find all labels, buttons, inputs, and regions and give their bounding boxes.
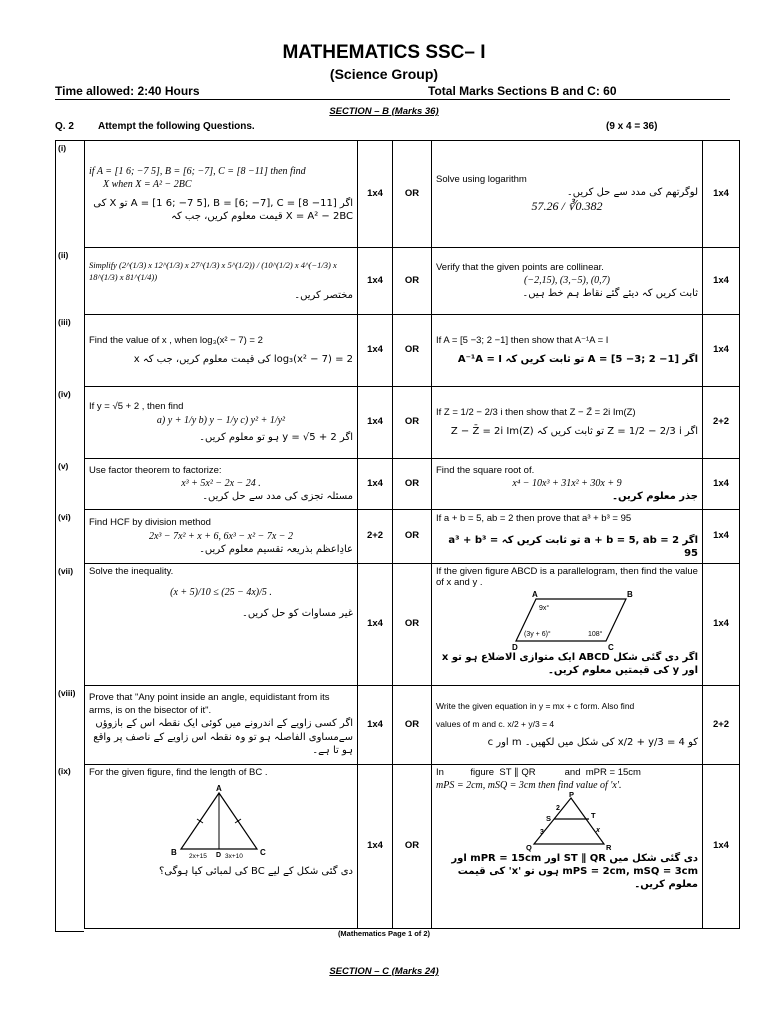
question-math: (x + 5)/10 ≤ (25 − 4x)/5 . bbox=[170, 587, 272, 599]
header-rule bbox=[55, 99, 730, 100]
row-label: (i) bbox=[58, 143, 67, 153]
or-cell: OR bbox=[393, 315, 432, 387]
question-text-urdu: غیر مساوات کو حل کریں۔ bbox=[241, 608, 353, 620]
question-text-urdu: اگر دی گئی شکل ABCD ایک متوازی الاضلاع ہو تو x bbox=[441, 651, 698, 663]
tick-mark bbox=[197, 819, 203, 823]
question-right bbox=[432, 315, 703, 387]
question-text-urdu: اگر کسی زاویے کے اندرونے میں کوئی ایک نقطہ اس کے بازوؤں سےمساوی الفاصلہ ہو تو وہ نقطہ اس زاویے کے ناصف پر واقع ہو تا ہے۔ bbox=[93, 718, 353, 757]
question-right bbox=[432, 510, 703, 564]
question-right bbox=[432, 765, 703, 929]
or-cell: OR bbox=[393, 564, 432, 686]
vertex-label: Q bbox=[526, 843, 532, 853]
vertex-label: D bbox=[512, 642, 518, 651]
question-text-urdu: مختصر کریں۔ bbox=[294, 289, 353, 301]
table-row bbox=[85, 248, 740, 315]
question-left bbox=[85, 686, 358, 765]
marks-cell: 1x4 bbox=[358, 686, 393, 765]
row-label: (v) bbox=[58, 461, 69, 471]
or-cell: OR bbox=[393, 248, 432, 315]
question-text-urdu: اگر y = √5 + 2 ہو تو معلوم کریں۔ bbox=[199, 431, 353, 443]
question-text: Find the square root of. bbox=[436, 464, 535, 476]
table-row bbox=[85, 686, 740, 765]
row-label: (viii) bbox=[58, 688, 76, 698]
section-c-heading: SECTION – C (Marks 24) bbox=[329, 966, 439, 977]
angle-label: 9x° bbox=[539, 604, 550, 612]
question-right bbox=[432, 141, 703, 248]
question-right bbox=[432, 686, 703, 765]
question-math: (−2,15), (3,−5), (0,7) bbox=[524, 275, 610, 287]
marks-cell: 1x4 bbox=[358, 387, 393, 459]
or-cell: OR bbox=[393, 765, 432, 929]
question-left bbox=[85, 248, 358, 315]
question-text: If A = [5 −3; 2 −1] then show that A⁻¹A = I bbox=[436, 334, 609, 346]
question-text: Find HCF by division method bbox=[89, 517, 211, 529]
question-text-urdu: اگر A = [1 6; −7 5], B = [6; −7], C = [8 −11] تو X کی bbox=[93, 198, 353, 209]
segment-label: x bbox=[596, 827, 600, 835]
question-text: For the given figure, find the length of BC . bbox=[89, 767, 268, 778]
vertex-label: P bbox=[569, 792, 575, 800]
marks-cell: 1x4 bbox=[358, 765, 393, 929]
vertex-label: A bbox=[216, 784, 222, 794]
page-subtitle: (Science Group) bbox=[329, 66, 439, 82]
question-text: Solve the inequality. bbox=[89, 566, 174, 577]
question-text: Simplify (2^(1/3) x 12^(1/3) x 27^(1/3) x 5^(1/2)) / (10^(1/2) x 4^(−1/3) x 18^(1/3) x 81^(1/4)) bbox=[89, 260, 337, 282]
side-label: 2x+15 bbox=[189, 853, 207, 860]
parallelogram-figure bbox=[506, 589, 646, 651]
question-text-urdu: مسئلہ تجزی کی مدد سے حل کریں۔ bbox=[202, 491, 353, 503]
table-row bbox=[85, 387, 740, 459]
question-right bbox=[432, 387, 703, 459]
marks-cell: 1x4 bbox=[703, 315, 740, 387]
table-row bbox=[85, 510, 740, 564]
vertex-label: R bbox=[606, 843, 612, 853]
row-label: (vi) bbox=[58, 512, 71, 522]
vertex-label: S bbox=[546, 814, 552, 824]
tick-mark bbox=[235, 819, 241, 823]
side-label: 3x+10 bbox=[225, 853, 243, 860]
triangle-figure bbox=[159, 783, 279, 859]
question-text-urdu: جذر معلوم کریں۔ bbox=[612, 491, 698, 503]
question-right bbox=[432, 564, 703, 686]
question-text-urdu: معلوم کریں۔ bbox=[634, 879, 698, 891]
question-text-urdu: اگر A = [5 −3; 2 −1] تو ثابت کریں کہ A⁻¹A = I bbox=[457, 354, 698, 366]
marks-cell: 1x4 bbox=[703, 459, 740, 510]
row-label: (iii) bbox=[58, 317, 71, 327]
question-text-urdu: عادِاعظم بذریعہ تقسیم معلوم کریں۔ bbox=[199, 543, 353, 555]
marks-cell: 1x4 bbox=[358, 248, 393, 315]
question-number: Q. 2 bbox=[55, 121, 74, 132]
question-text: If a + b = 5, ab = 2 then prove that a³ + b³ = 95 bbox=[436, 513, 632, 525]
marks-cell: 2+2 bbox=[703, 387, 740, 459]
segment-label: 3 bbox=[540, 829, 544, 837]
marks-cell: 1x4 bbox=[358, 459, 393, 510]
or-cell: OR bbox=[393, 141, 432, 248]
question-text: If Z = 1/2 − 2/3 i then show that Z − Z̄ = 2i Im(Z) bbox=[436, 406, 636, 418]
question-left bbox=[85, 387, 358, 459]
row-label: (ix) bbox=[58, 766, 71, 776]
page-title: MATHEMATICS SSC– I bbox=[282, 42, 486, 63]
vertex-label: A bbox=[532, 589, 538, 599]
angle-label: (3y + 6)° bbox=[524, 630, 551, 638]
question-left bbox=[85, 564, 358, 686]
vertex-label: T bbox=[591, 811, 596, 821]
row-label: (ii) bbox=[58, 250, 69, 260]
question-text: Use factor theorem to factorize: bbox=[89, 464, 222, 476]
question-text: Verify that the given points are collinear. bbox=[436, 261, 604, 273]
marks-cell: 1x4 bbox=[703, 248, 740, 315]
question-text-urdu: کو x/2 + y/3 = 4 کی شکل میں لکھیں۔ m اور c bbox=[487, 736, 698, 748]
or-cell: OR bbox=[393, 686, 432, 765]
triangle-shape bbox=[534, 798, 604, 844]
marks-cell: 1x4 bbox=[358, 141, 393, 248]
vertex-label: D bbox=[216, 852, 222, 860]
marks-cell: 2+2 bbox=[358, 510, 393, 564]
question-text-urdu: دی گئی شکل میں ST ∥ QR اور mPR = 15cm اور bbox=[451, 853, 698, 865]
question-marks: (9 x 4 = 36) bbox=[606, 121, 658, 132]
row-label: (vii) bbox=[58, 566, 74, 576]
table-row bbox=[85, 315, 740, 387]
question-math: a) y + 1/y b) y − 1/y c) y² + 1/y² bbox=[156, 414, 286, 426]
question-math: x³ + 5x² − 2x − 24 . bbox=[181, 478, 261, 490]
question-text: mPS = 2cm, mSQ = 3cm then find value of 'x'. bbox=[436, 780, 622, 792]
question-text-urdu: اگر Z = 1/2 − 2/3 i تو ثابت کریں کہ Z − Z̄ = 2i Im(Z) bbox=[450, 426, 698, 438]
table-row bbox=[85, 459, 740, 510]
section-b-heading: SECTION – B (Marks 36) bbox=[329, 106, 439, 117]
question-text-urdu: ثابت کریں کہ دیئے گئے نقاط ہم خط ہیں۔ bbox=[522, 288, 698, 300]
question-text-urdu: log₃(x² − 7) = 2 کی قیمت معلوم کریں، جب کہ x bbox=[133, 354, 353, 366]
vertex-label: C bbox=[260, 848, 266, 858]
question-instruction: Attempt the following Questions. bbox=[98, 121, 255, 132]
or-cell: OR bbox=[393, 459, 432, 510]
question-math: 57.26 / ∛0.382 bbox=[531, 198, 603, 213]
question-text-urdu: اور y کی قیمتیں معلوم کریں۔ bbox=[548, 664, 698, 676]
or-cell: OR bbox=[393, 510, 432, 564]
question-text-urdu: اگر a + b = 5, ab = 2 تو ثابت کریں کہ a³ + b³ = 95 bbox=[448, 534, 698, 559]
vertex-label: C bbox=[608, 642, 614, 651]
question-text: Write the given equation in y = mx + c form. Also find bbox=[436, 701, 635, 712]
marks-cell: 1x4 bbox=[703, 564, 740, 686]
page-footer: (Mathematics Page 1 of 2) bbox=[337, 929, 431, 938]
question-text-urdu: دی گئی شکل کے لیے BC کی لمبائی کیا ہوگی؟ bbox=[158, 866, 353, 878]
question-text: In figure ST ∥ QR and mPR = 15cm bbox=[436, 767, 641, 778]
question-left bbox=[85, 459, 358, 510]
marks-cell: 2+2 bbox=[703, 686, 740, 765]
marks-cell: 1x4 bbox=[358, 315, 393, 387]
time-allowed: Time allowed: 2:40 Hours bbox=[55, 84, 200, 98]
question-text: Solve using logarithm bbox=[436, 173, 527, 185]
question-text-urdu: لوگرتھم کی مدد سے حل کریں۔ bbox=[566, 186, 698, 198]
question-math: x⁴ − 10x³ + 31x² + 30x + 9 bbox=[512, 478, 622, 490]
question-text-urdu: X = A² − 2BC قیمت معلوم کریں، جب کہ bbox=[171, 211, 353, 222]
question-right bbox=[432, 248, 703, 315]
questions-table bbox=[84, 140, 740, 929]
table-row bbox=[85, 141, 740, 248]
question-text: if A = [1 6; −7 5], B = [6; −7], C = [8 −11] then find bbox=[89, 166, 306, 177]
question-text: Find the value of x , when log₃(x² − 7) = 2 bbox=[89, 334, 263, 346]
question-text: values of m and c. x/2 + y/3 = 4 bbox=[436, 718, 555, 729]
question-text-urdu: mPS = 2cm, mSQ = 3cm ہوں تو 'x' کی قیمت bbox=[457, 866, 698, 878]
marks-cell: 1x4 bbox=[703, 141, 740, 248]
angle-label: 108° bbox=[588, 630, 603, 638]
vertex-label: B bbox=[627, 589, 633, 599]
table-row bbox=[85, 564, 740, 686]
marks-cell: 1x4 bbox=[703, 510, 740, 564]
vertex-label: B bbox=[171, 848, 177, 858]
question-math: 2x³ − 7x² + x + 6, 6x³ − x² − 7x − 2 bbox=[148, 530, 294, 542]
question-right bbox=[432, 459, 703, 510]
question-text: If y = √5 + 2 , then find bbox=[89, 401, 184, 413]
question-text: If the given figure ABCD is a parallelogram, then find the value of x and y . bbox=[436, 566, 698, 589]
question-left bbox=[85, 510, 358, 564]
table-row bbox=[85, 765, 740, 929]
row-label: (iv) bbox=[58, 389, 71, 399]
question-left bbox=[85, 141, 358, 248]
marks-cell: 1x4 bbox=[358, 564, 393, 686]
question-left bbox=[85, 315, 358, 387]
question-text: Prove that "Any point inside an angle, equidistant from its arms, is on the bisector of it". bbox=[89, 692, 330, 716]
or-cell: OR bbox=[393, 387, 432, 459]
question-left bbox=[85, 765, 358, 929]
segment-label: 2 bbox=[556, 805, 560, 813]
marks-cell: 1x4 bbox=[703, 765, 740, 929]
total-marks: Total Marks Sections B and C: 60 bbox=[428, 84, 617, 98]
question-text: X when X = A² − 2BC bbox=[103, 179, 192, 190]
triangle-pqr-figure bbox=[516, 792, 626, 852]
